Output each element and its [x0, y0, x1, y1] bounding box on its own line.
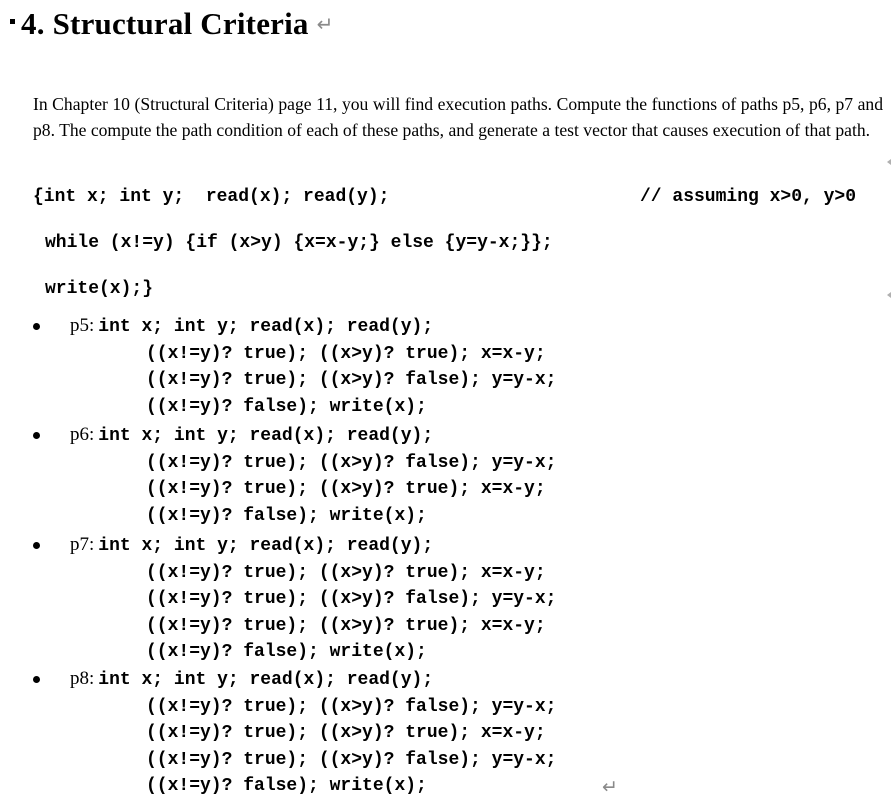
path-name: p5: [70, 315, 95, 336]
margin-marker-icon [887, 159, 891, 165]
path-name: p8: [70, 668, 95, 689]
program-line-while: while (x!=y) {if (x>y) {x=x-y;} else {y=y-x;}}; [45, 233, 553, 253]
heading-list-marker [10, 19, 15, 24]
path-name: p6: [70, 424, 95, 445]
paragraph-return-icon: ↵ [602, 776, 618, 798]
path-initial-statements: int x; int y; read(x); read(y); [98, 670, 434, 690]
path-step: ((x!=y)? false); write(x); [146, 396, 427, 417]
path-step: ((x!=y)? true); ((x>y)? false); y=y-x; [146, 370, 557, 390]
path-header [70, 667, 433, 692]
path-header [70, 533, 433, 558]
path-step: ((x!=y)? true); ((x>y)? true); x=x-y; [146, 479, 546, 499]
bullet-icon [33, 676, 40, 683]
path-step: ((x!=y)? false); write(x); [146, 642, 427, 662]
path-step: ((x!=y)? false); write(x); [146, 505, 427, 526]
path-initial-statements: int x; int y; read(x); read(y); [98, 317, 434, 337]
path-steps [146, 694, 556, 800]
path-header [70, 423, 433, 448]
path-step: ((x!=y)? true); ((x>y)? false); y=y-x; [146, 589, 557, 609]
path-step: ((x!=y)? true); ((x>y)? true); x=x-y; [146, 615, 546, 636]
path-steps [146, 341, 556, 421]
margin-marker-icon [887, 292, 891, 298]
program-line-write: write(x);} [45, 279, 154, 299]
path-steps [146, 560, 556, 666]
program-comment: // assuming x>0, y>0 [640, 187, 857, 207]
section-title: 4. Structural Criteria [21, 6, 309, 41]
program-line-declarations: {int x; int y; read(x); read(y); [33, 187, 390, 207]
path-header [70, 314, 433, 339]
path-step: ((x!=y)? true); ((x>y)? false); y=y-x; [146, 696, 557, 717]
path-step: ((x!=y)? true); ((x>y)? true); x=x-y; [146, 343, 546, 364]
path-step: ((x!=y)? false); write(x); [146, 776, 427, 796]
intro-paragraph: In Chapter 10 (Structural Criteria) page 11, you will find execution paths. Compute the functions of paths p5, p6, p7 and p8. The compute the path condition of each of these paths, and generate a test vector that causes execution of that path. [33, 94, 883, 140]
path-step: ((x!=y)? true); ((x>y)? true); x=x-y; [146, 723, 546, 743]
path-steps [146, 450, 556, 530]
paragraph-return-icon: ↵ [316, 12, 334, 36]
path-name: p7: [70, 534, 95, 555]
path-initial-statements: int x; int y; read(x); read(y); [98, 426, 434, 446]
path-step: ((x!=y)? true); ((x>y)? false); y=y-x; [146, 749, 557, 770]
path-initial-statements: int x; int y; read(x); read(y); [98, 536, 434, 556]
section-heading [10, 2, 333, 46]
bullet-icon [33, 432, 40, 439]
path-step: ((x!=y)? true); ((x>y)? true); x=x-y; [146, 562, 546, 583]
bullet-icon [33, 323, 40, 330]
path-step: ((x!=y)? true); ((x>y)? false); y=y-x; [146, 452, 557, 473]
bullet-icon [33, 542, 40, 549]
